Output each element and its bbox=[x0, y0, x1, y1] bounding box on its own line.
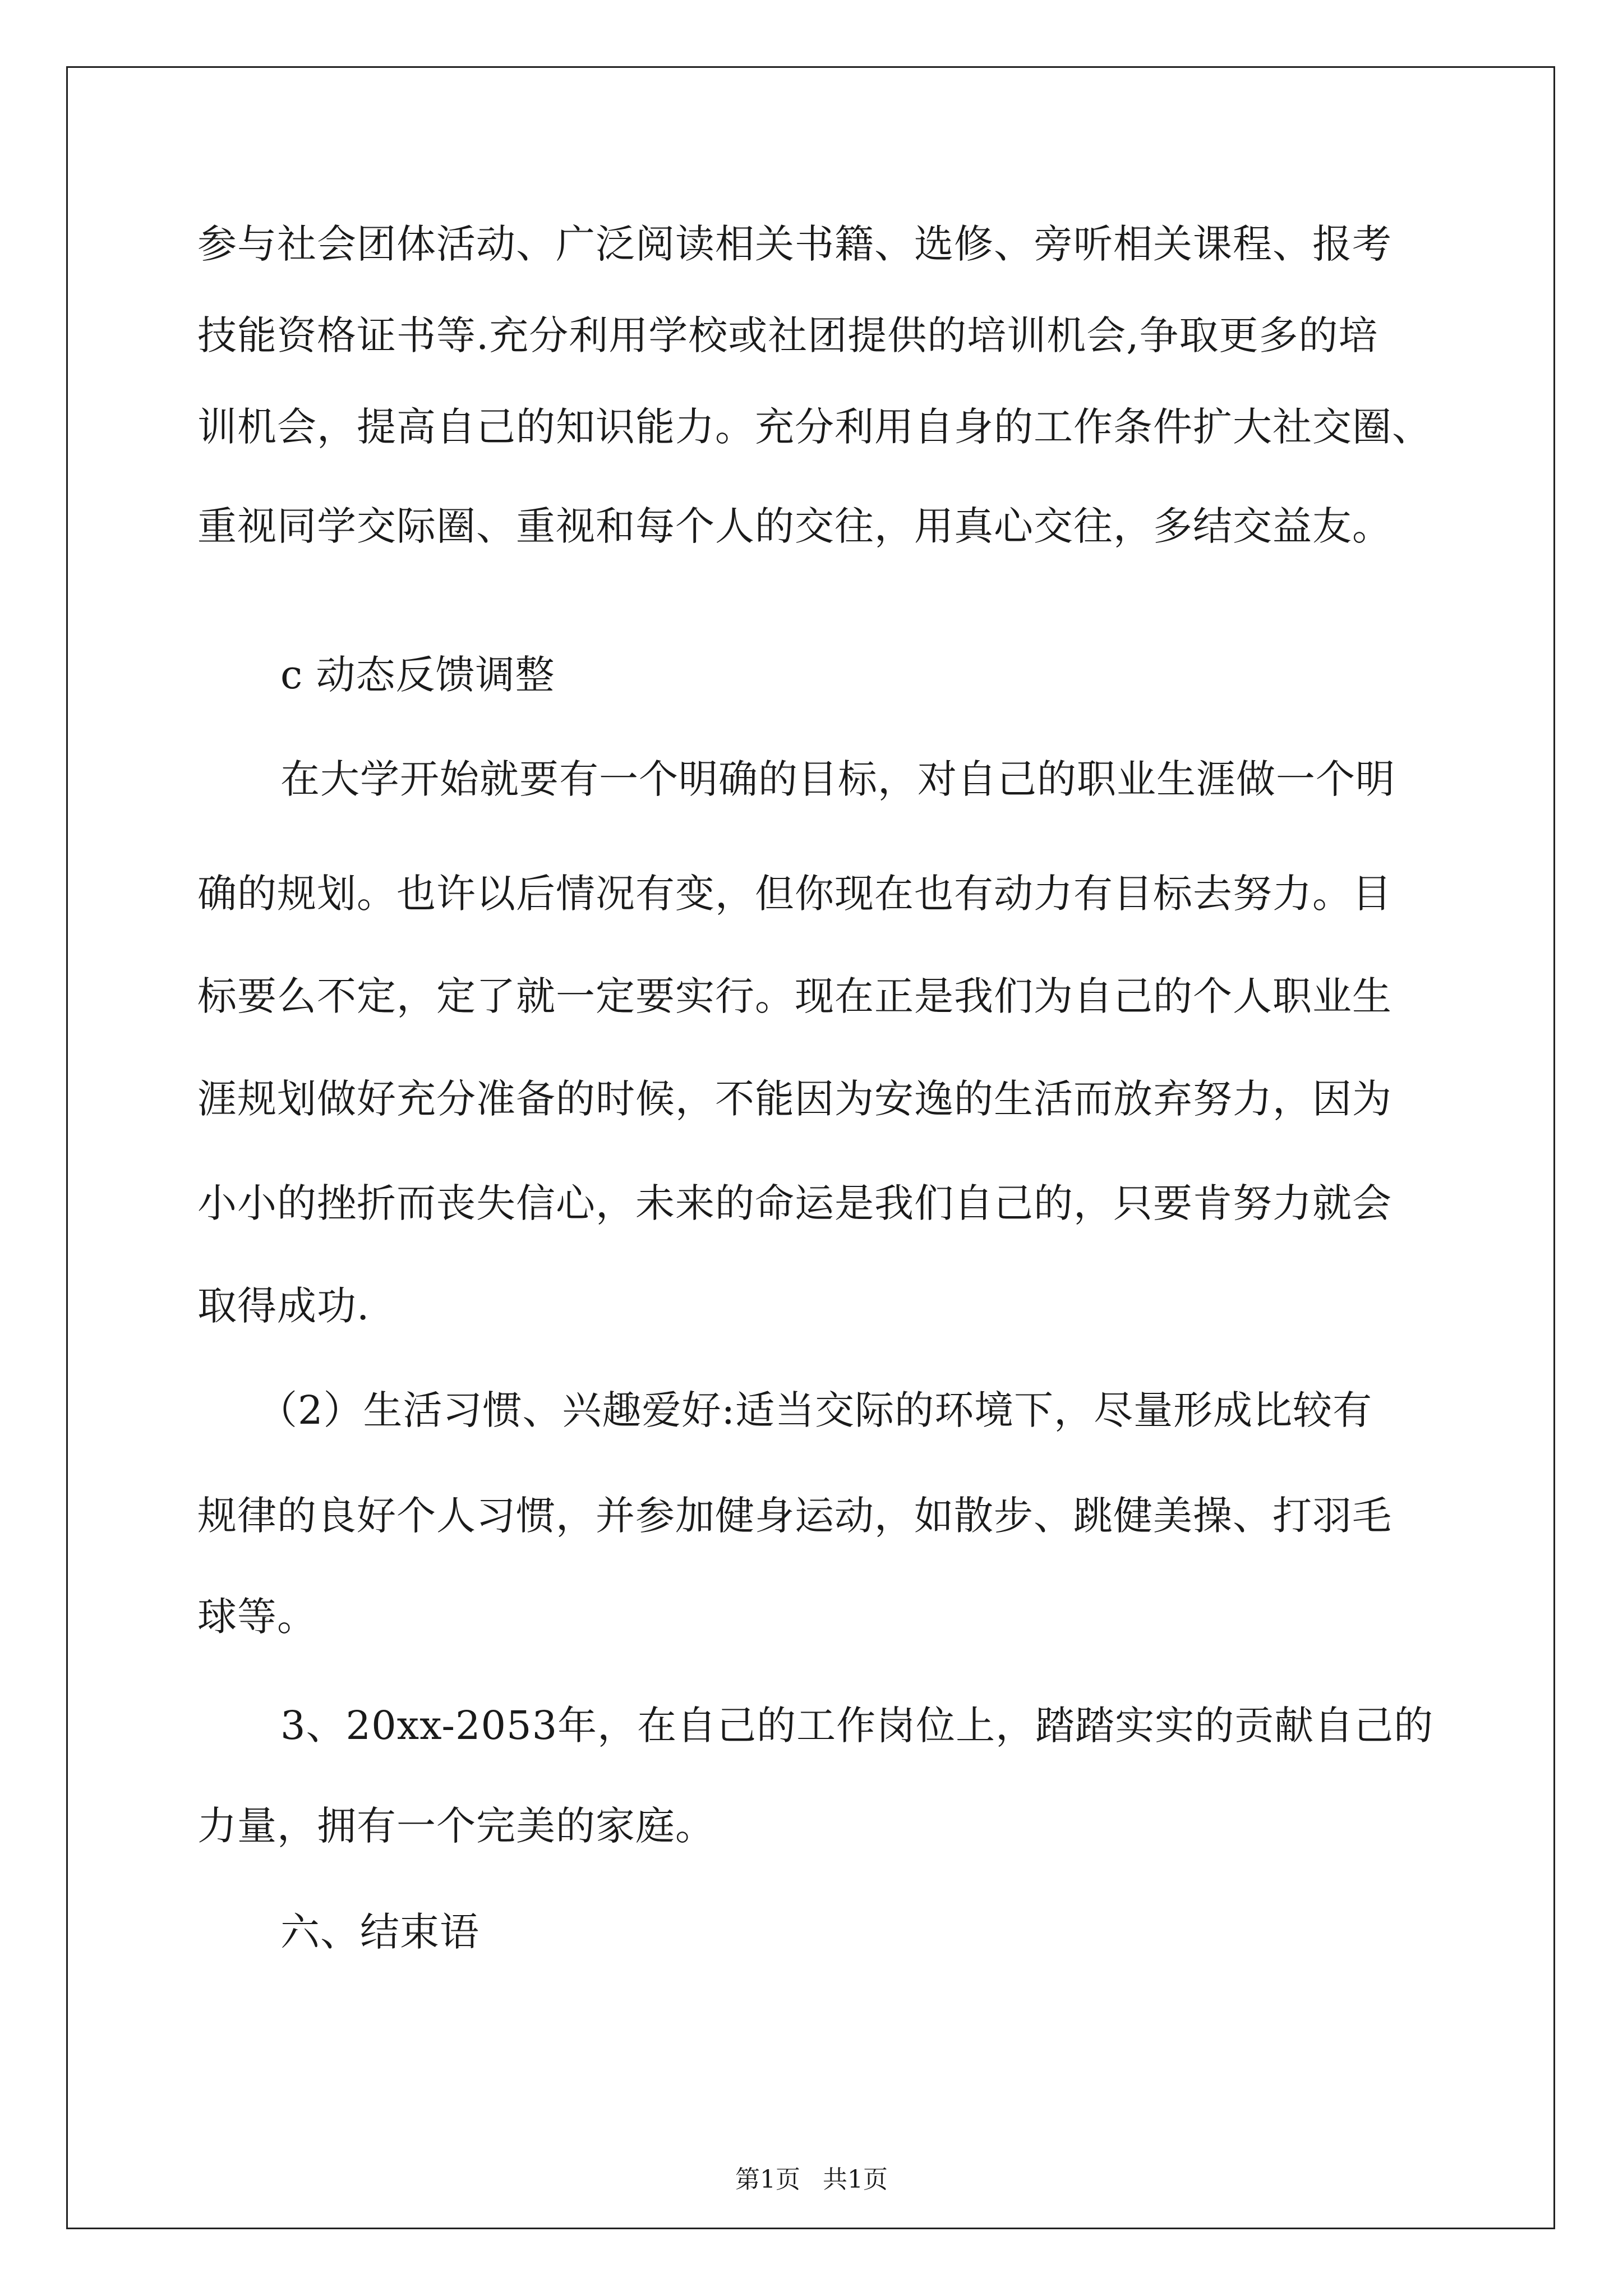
text-line-4: 重视同学交际圈、重视和每个人的交往，用真心交往，多结交益友。 bbox=[197, 503, 1392, 549]
total-pages: 共1页 bbox=[823, 2165, 888, 2194]
text-line-13: 规律的良好个人习惯，并参加健身运动，如散步、跳健美操、打羽毛 bbox=[197, 1493, 1392, 1539]
text-line-1: 参与社会团体活动、广泛阅读相关书籍、选修、旁听相关课程、报考 bbox=[197, 221, 1392, 267]
page-border bbox=[66, 66, 1555, 2229]
text-line-12: （2）生活习惯、兴趣爱好:适当交际的环境下，尽量形成比较有 bbox=[258, 1387, 1373, 1433]
page-footer bbox=[0, 2164, 1623, 2196]
section-heading-c: c 动态反馈调整 bbox=[280, 652, 555, 698]
text-line-14: 球等。 bbox=[197, 1594, 317, 1640]
text-line-8: 标要么不定，定了就一定要实行。现在正是我们为自己的个人职业生 bbox=[197, 973, 1392, 1019]
text-line-10: 小小的挫折而丧失信心，未来的命运是我们自己的，只要肯努力就会 bbox=[197, 1180, 1392, 1226]
page-number: 第1页 bbox=[735, 2165, 800, 2194]
text-line-6: 在大学开始就要有一个明确的目标，对自己的职业生涯做一个明 bbox=[280, 756, 1395, 802]
text-line-11: 取得成功. bbox=[197, 1283, 370, 1329]
text-line-7: 确的规划。也许以后情况有变，但你现在也有动力有目标去努力。目 bbox=[197, 871, 1392, 917]
text-line-9: 涯规划做好充分准备的时候，不能因为安逸的生活而放弃努力，因为 bbox=[197, 1076, 1392, 1122]
text-line-2: 技能资格证书等.充分利用学校或社团提供的培训机会,争取更多的培 bbox=[197, 312, 1378, 358]
text-line-3: 训机会，提高自己的知识能力。充分利用自身的工作条件扩大社交圈、 bbox=[197, 404, 1432, 450]
text-line-15: 3、20xx-2053年，在自己的工作岗位上，踏踏实实的贡献自己的 bbox=[280, 1703, 1434, 1749]
section-heading-conclusion: 六、结束语 bbox=[280, 1909, 479, 1955]
text-line-16: 力量，拥有一个完美的家庭。 bbox=[197, 1803, 715, 1849]
